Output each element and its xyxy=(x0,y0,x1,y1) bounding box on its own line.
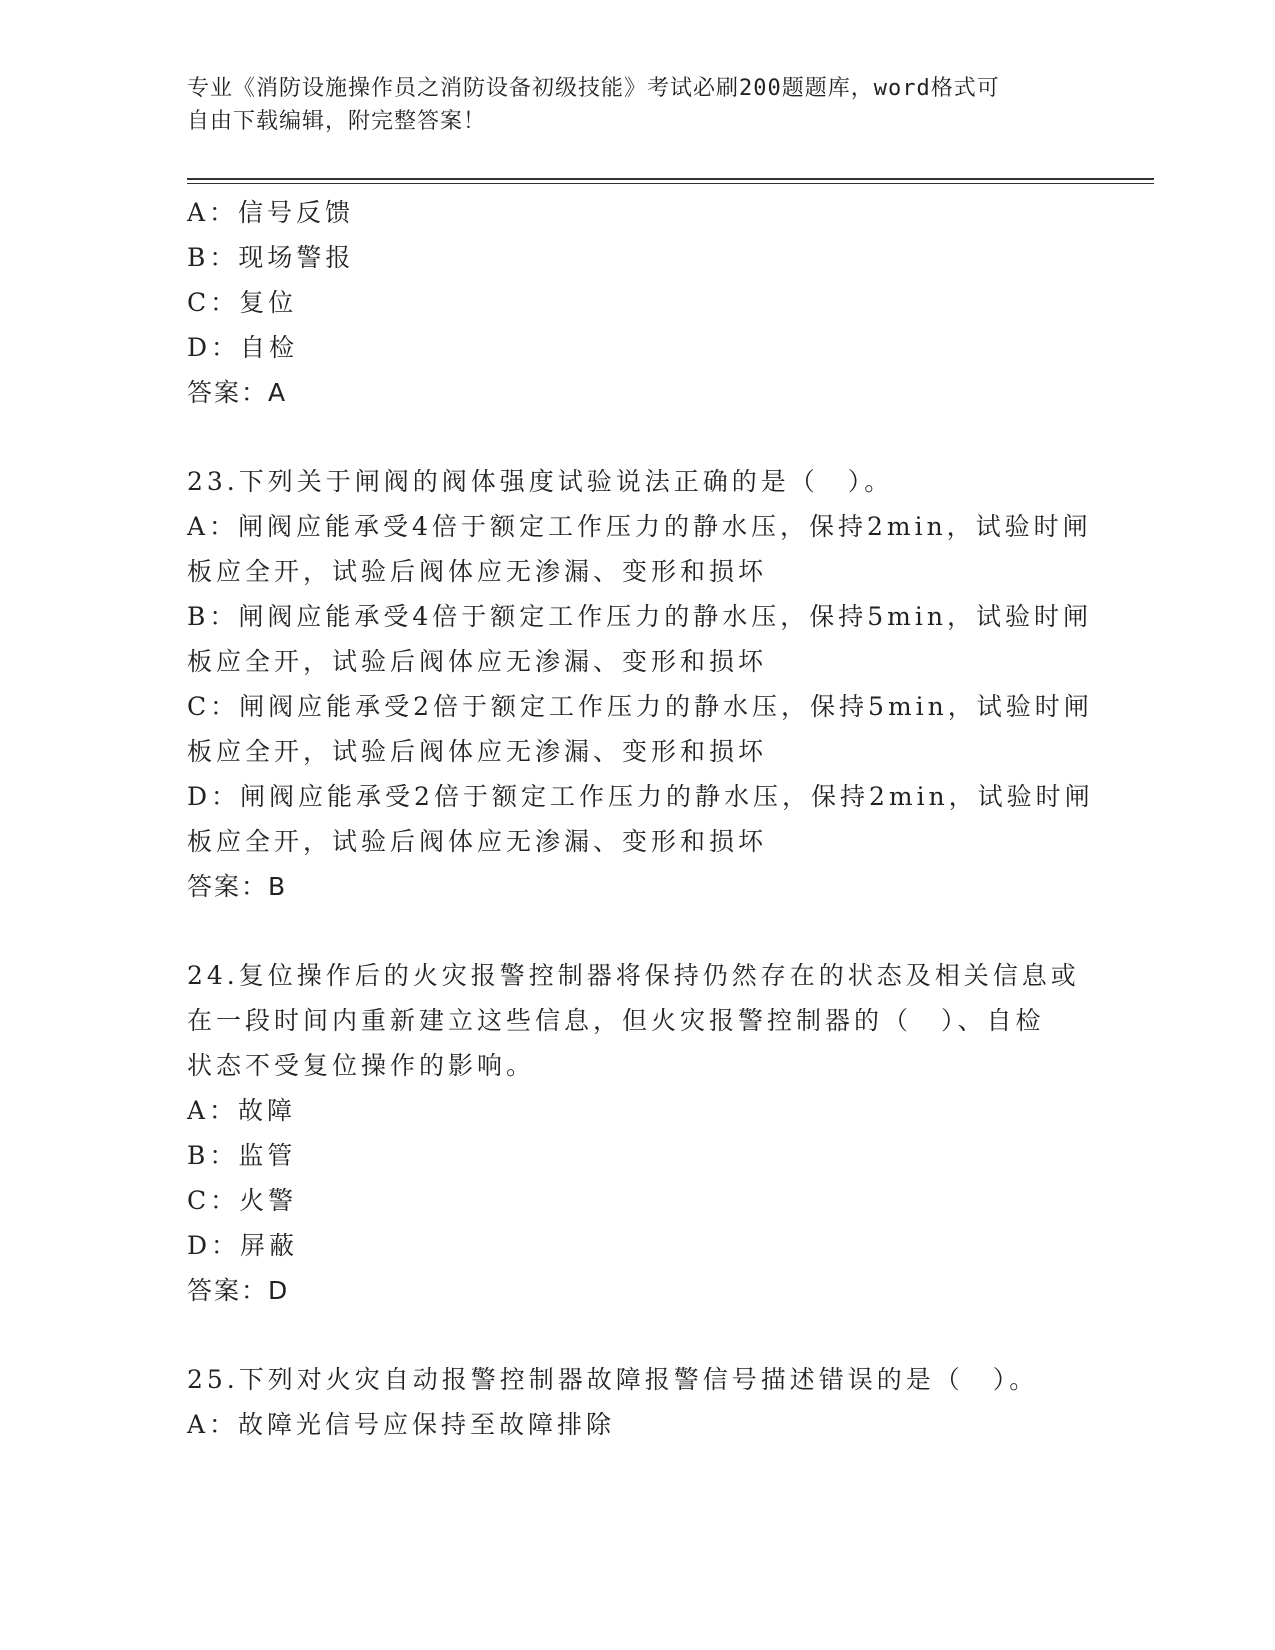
question-25 xyxy=(187,1357,1087,1447)
option-d: D：自检 xyxy=(187,333,299,362)
answer: 答案：A xyxy=(187,378,288,407)
document-header xyxy=(187,72,1087,138)
option-c: C：复位 xyxy=(187,288,298,317)
option-c: C：火警 xyxy=(187,1186,298,1215)
question-text-line-2: 在一段时间内重新建立这些信息，但火灾报警控制器的（ ）、自检 xyxy=(187,1006,1045,1035)
option-a: A：信号反馈 xyxy=(187,198,355,227)
option-c-line-1: C：闸阀应能承受2倍于额定工作压力的静水压，保持5min，试验时闸 xyxy=(187,692,1093,721)
option-b-line-2: 板应全开，试验后阀体应无渗漏、变形和损坏 xyxy=(187,647,768,676)
header-divider-thick xyxy=(187,178,1154,180)
question-text-line-3: 状态不受复位操作的影响。 xyxy=(187,1051,536,1080)
question-list xyxy=(187,190,1094,1447)
option-b-line-1: B：闸阀应能承受4倍于额定工作压力的静水压，保持5min，试验时闸 xyxy=(187,602,1092,631)
option-d: D：屏蔽 xyxy=(187,1231,299,1260)
option-d-line-1: D：闸阀应能承受2倍于额定工作压力的静水压，保持2min，试验时闸 xyxy=(187,782,1094,811)
question-22 xyxy=(187,190,1087,415)
header-divider-thin xyxy=(187,183,1154,184)
option-d-line-2: 板应全开，试验后阀体应无渗漏、变形和损坏 xyxy=(187,827,768,856)
header-title-line-2: 自由下载编辑，附完整答案！ xyxy=(187,109,487,134)
header-title-line-1: 专业《消防设施操作员之消防设备初级技能》考试必刷200题题库，word格式可 xyxy=(187,76,1000,101)
question-23 xyxy=(187,459,1094,909)
question-text-line-1: 24.复位操作后的火灾报警控制器将保持仍然存在的状态及相关信息或 xyxy=(187,961,1080,990)
option-a: A：故障 xyxy=(187,1096,297,1125)
option-b: B：监管 xyxy=(187,1141,297,1170)
answer: 答案：D xyxy=(187,1276,290,1305)
option-b: B：现场警报 xyxy=(187,243,355,272)
option-a-line-2: 板应全开，试验后阀体应无渗漏、变形和损坏 xyxy=(187,557,768,586)
question-text: 23.下列关于闸阀的阀体强度试验说法正确的是（ ）。 xyxy=(187,467,894,496)
question-text: 25.下列对火灾自动报警控制器故障报警信号描述错误的是（ ）。 xyxy=(187,1365,1039,1394)
question-24 xyxy=(187,953,1087,1313)
option-c-line-2: 板应全开，试验后阀体应无渗漏、变形和损坏 xyxy=(187,737,768,766)
answer: 答案：B xyxy=(187,872,288,901)
option-a: A：故障光信号应保持至故障排除 xyxy=(187,1410,616,1439)
option-a-line-1: A：闸阀应能承受4倍于额定工作压力的静水压，保持2min，试验时闸 xyxy=(187,512,1092,541)
